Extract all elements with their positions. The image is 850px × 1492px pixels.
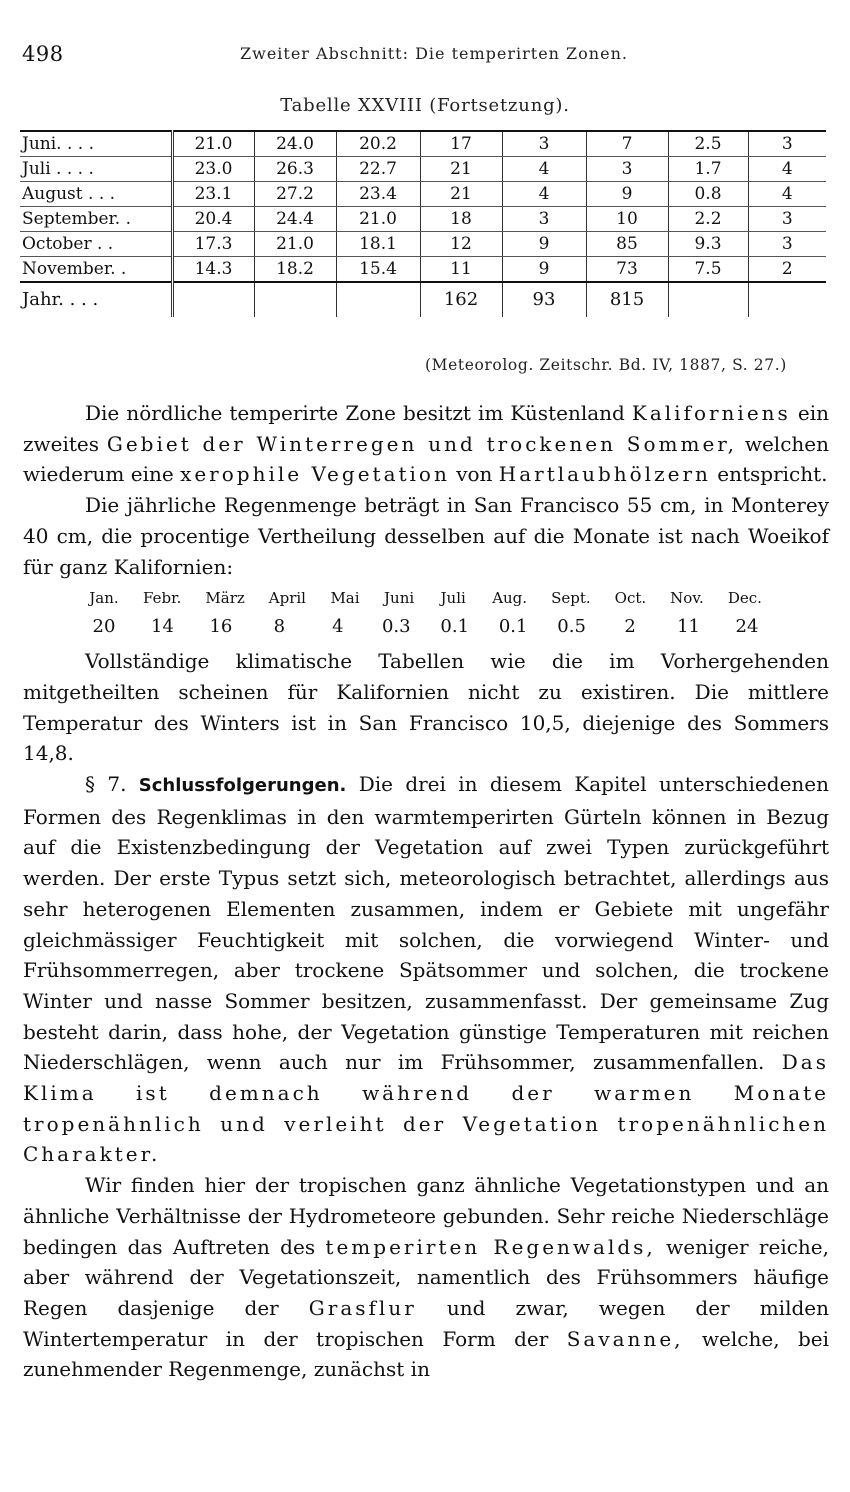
table-cell: 22.7 <box>336 157 420 182</box>
table-cell: 12 <box>420 232 502 257</box>
table-month-cell: Jahr. . . . <box>20 282 172 317</box>
table-cell: 4 <box>502 182 586 207</box>
rain-month-value: 4 <box>332 616 344 638</box>
table-row <box>20 232 826 257</box>
table-cell: 3 <box>586 157 668 182</box>
table-cell: 162 <box>420 282 502 317</box>
table-cell: 14.3 <box>172 257 254 283</box>
rain-month-value: 11 <box>677 616 700 638</box>
rain-month-value: 16 <box>209 616 233 638</box>
table-cell: 21 <box>420 157 502 182</box>
text-run: welchen wiederum eine <box>23 431 829 487</box>
rain-month-label: Nov. <box>670 589 704 608</box>
table-cell: 21 <box>420 182 502 207</box>
rain-month-label: Juni <box>384 589 415 608</box>
table-cell: 23.4 <box>336 182 420 207</box>
paragraph-4 <box>23 769 829 1170</box>
table-cell: 4 <box>748 157 826 182</box>
rain-month-label: Febr. <box>143 589 182 608</box>
rain-month-value: 0.1 <box>498 616 528 638</box>
table-cell: 10 <box>586 207 668 232</box>
rain-month-values <box>89 612 762 642</box>
rain-month-label: Aug. <box>492 589 528 608</box>
text-run-spaced: Grasflur <box>308 1295 417 1320</box>
table-cell <box>748 282 826 317</box>
text-run: entspricht. <box>710 462 828 487</box>
table-cell <box>254 282 336 317</box>
paragraph-3: Vollständige klimatische Tabellen wie die im Vorhergehenden mitgetheilten scheinen für Kalifornien nicht zu existiren. Die mittlere Temperatur des Winters ist in San Francisco 10,5, diejenige des Sommers 14,8. <box>23 649 829 766</box>
table-month-cell: November. . <box>20 257 172 283</box>
table-cell: 24.0 <box>254 131 336 157</box>
table-cell: 4 <box>502 157 586 182</box>
table-month-cell: Juli . . . . <box>20 157 172 182</box>
table-cell: 18 <box>420 207 502 232</box>
paragraph-2: Die jährliche Regenmenge beträgt in San Francisco 55 cm, in Monterey 40 cm, die procentige Vertheilung desselben auf die Monate ist nach Woeikof für ganz Kalifornien: <box>23 493 829 579</box>
text-run: und zwar, wegen der milden Wintertemperatur in der tropischen Form der <box>23 1295 829 1351</box>
rain-month-label: Oct. <box>614 589 647 608</box>
table-cell: 7.5 <box>668 257 748 283</box>
text-run-spaced: temperirten Regenwalds, <box>325 1234 656 1259</box>
table-cell: 85 <box>586 232 668 257</box>
text-run-spaced: Gebiet der Winterregen und trockenen Sommer, <box>106 431 738 456</box>
text-run: Die drei in diesem Kapitel unterschiedenen Formen des Regenklimas in den warmtemperirten Gürteln können in Bezug auf die Existenzbedingung der Vegetation auf zwei Typen zurückgeführt werden. Der erste Typus setzt sich, meteorologisch betrachtet, allerdings aus sehr heterogenen Elementen zusammen, indem er Gebiete mit ungefähr gleichmässiger Feuchtigkeit mit solchen, die vorwiegend Winter- und Frühsommerregen, aber trockene Spätsommer und solchen, die trockene Winter und nasse Sommer besitzen, zusammenfasst. Der gemeinsame Zug besteht darin, dass hohe, der Vegetation günstige Temperaturen mit reichen Niederschlägen, wenn auch nur im Frühsommer, zusammenfallen. <box>23 772 830 1075</box>
table-cell: 9 <box>586 182 668 207</box>
table-cell: 3 <box>502 207 586 232</box>
table-cell: 3 <box>748 232 826 257</box>
table-cell: 73 <box>586 257 668 283</box>
table-cell: 9.3 <box>668 232 748 257</box>
table-cell: 20.2 <box>336 131 420 157</box>
section-number: § 7. <box>85 772 139 797</box>
table-cell: 2.2 <box>668 207 748 232</box>
rain-month-value: 2 <box>624 616 636 638</box>
table-cell: 20.4 <box>172 207 254 232</box>
table-cell: 21.0 <box>172 131 254 157</box>
text-run-spaced: Das Klima ist demnach während der warmen Monate tropenähnlich und verleiht der Vegetation tropenähnlichen Charakter. <box>23 1050 829 1167</box>
table-cell: 18.2 <box>254 257 336 283</box>
table-cell: 0.8 <box>668 182 748 207</box>
table-cell <box>172 282 254 317</box>
page-number: 498 <box>22 42 64 66</box>
rain-month-value: 0.5 <box>557 616 586 638</box>
table-cell: 17.3 <box>172 232 254 257</box>
table-cell: 4 <box>748 182 826 207</box>
table-month-cell: Juni. . . . <box>20 131 172 157</box>
rain-month-label: Mai <box>330 589 360 608</box>
table-cell: 9 <box>502 257 586 283</box>
table-row <box>20 182 826 207</box>
text-run: ein zweites <box>23 401 829 456</box>
table-row <box>20 207 826 232</box>
table-row <box>20 157 826 182</box>
rain-month-label: Sept. <box>551 589 591 608</box>
rain-month-label: Juli <box>440 589 466 608</box>
section-heading: Schlussfolgerungen. <box>138 775 347 797</box>
rain-month-label: April <box>268 589 306 608</box>
body-text <box>23 398 829 1385</box>
paragraph-1 <box>23 398 829 490</box>
text-run-spaced: Hartlaubhölzern <box>498 462 711 487</box>
climate-table <box>20 130 826 317</box>
text-run: Die nördliche temperirte Zone besitzt im Küstenland <box>85 401 632 425</box>
text-run: weniger reiche, aber während der Vegetationszeit, namentlich des Frühsommers häufige Regen dasjenige der <box>23 1234 829 1320</box>
table-cell: 3 <box>748 207 826 232</box>
rain-month-value: 14 <box>151 616 174 638</box>
table-caption: Tabelle XXVIII (Fortsetzung). <box>280 95 570 116</box>
running-title: Zweiter Abschnitt: Die temperirten Zonen. <box>240 44 628 63</box>
table-month-cell: October . . <box>20 232 172 257</box>
table-cell: 23.0 <box>172 157 254 182</box>
rain-month-label: Dec. <box>727 589 762 608</box>
table-cell: 815 <box>586 282 668 317</box>
text-run-spaced: xerophile Vegetation <box>180 462 450 487</box>
rain-month-value: 0.1 <box>440 616 470 638</box>
climate-table-container <box>20 130 826 317</box>
table-cell: 1.7 <box>668 157 748 182</box>
table-cell: 21.0 <box>336 207 420 232</box>
table-cell: 21.0 <box>254 232 336 257</box>
table-cell: 24.4 <box>254 207 336 232</box>
text-run: Wir finden hier der tropischen ganz ähnliche Vegetationstypen und an ähnliche Verhältnisse der Hydrometeore gebunden. Sehr reiche Niederschläge bedingen das Auftreten des <box>23 1173 829 1259</box>
text-run-spaced: Kaliforniens <box>631 401 791 425</box>
text-run-spaced: Savanne, <box>566 1326 684 1351</box>
rain-month-value: 20 <box>92 616 116 638</box>
table-cell: 2.5 <box>668 131 748 157</box>
table-month-cell: September. . <box>20 207 172 232</box>
table-cell: 17 <box>420 131 502 157</box>
table-cell: 3 <box>502 131 586 157</box>
table-row <box>20 257 826 283</box>
table-row <box>20 282 826 317</box>
rain-month-value: 24 <box>735 616 759 638</box>
table-cell <box>668 282 748 317</box>
table-cell: 15.4 <box>336 257 420 283</box>
table-cell: 3 <box>748 131 826 157</box>
table-cell: 18.1 <box>336 232 420 257</box>
paragraph-5 <box>23 1170 829 1385</box>
text-run: von <box>449 462 499 487</box>
table-cell <box>336 282 420 317</box>
rain-month-value: 0.3 <box>381 616 411 638</box>
table-row <box>20 131 826 157</box>
running-header <box>22 38 828 68</box>
rain-month-label: März <box>205 589 245 608</box>
rain-month-label: Jan. <box>89 589 119 608</box>
table-cell: 11 <box>420 257 502 283</box>
table-cell: 26.3 <box>254 157 336 182</box>
table-cell: 9 <box>502 232 586 257</box>
table-source: (Meteorolog. Zeitschr. Bd. IV, 1887, S. 27.) <box>425 356 787 374</box>
table-cell: 2 <box>748 257 826 283</box>
text-run: welche, bei zunehmender Regenmenge, zunächst in <box>23 1326 829 1382</box>
rain-month-value: 8 <box>273 616 286 638</box>
table-cell: 93 <box>502 282 586 317</box>
table-cell: 27.2 <box>254 182 336 207</box>
table-cell: 7 <box>586 131 668 157</box>
table-month-cell: August . . . <box>20 182 172 207</box>
table-cell: 23.1 <box>172 182 254 207</box>
rain-month-labels <box>89 584 762 612</box>
